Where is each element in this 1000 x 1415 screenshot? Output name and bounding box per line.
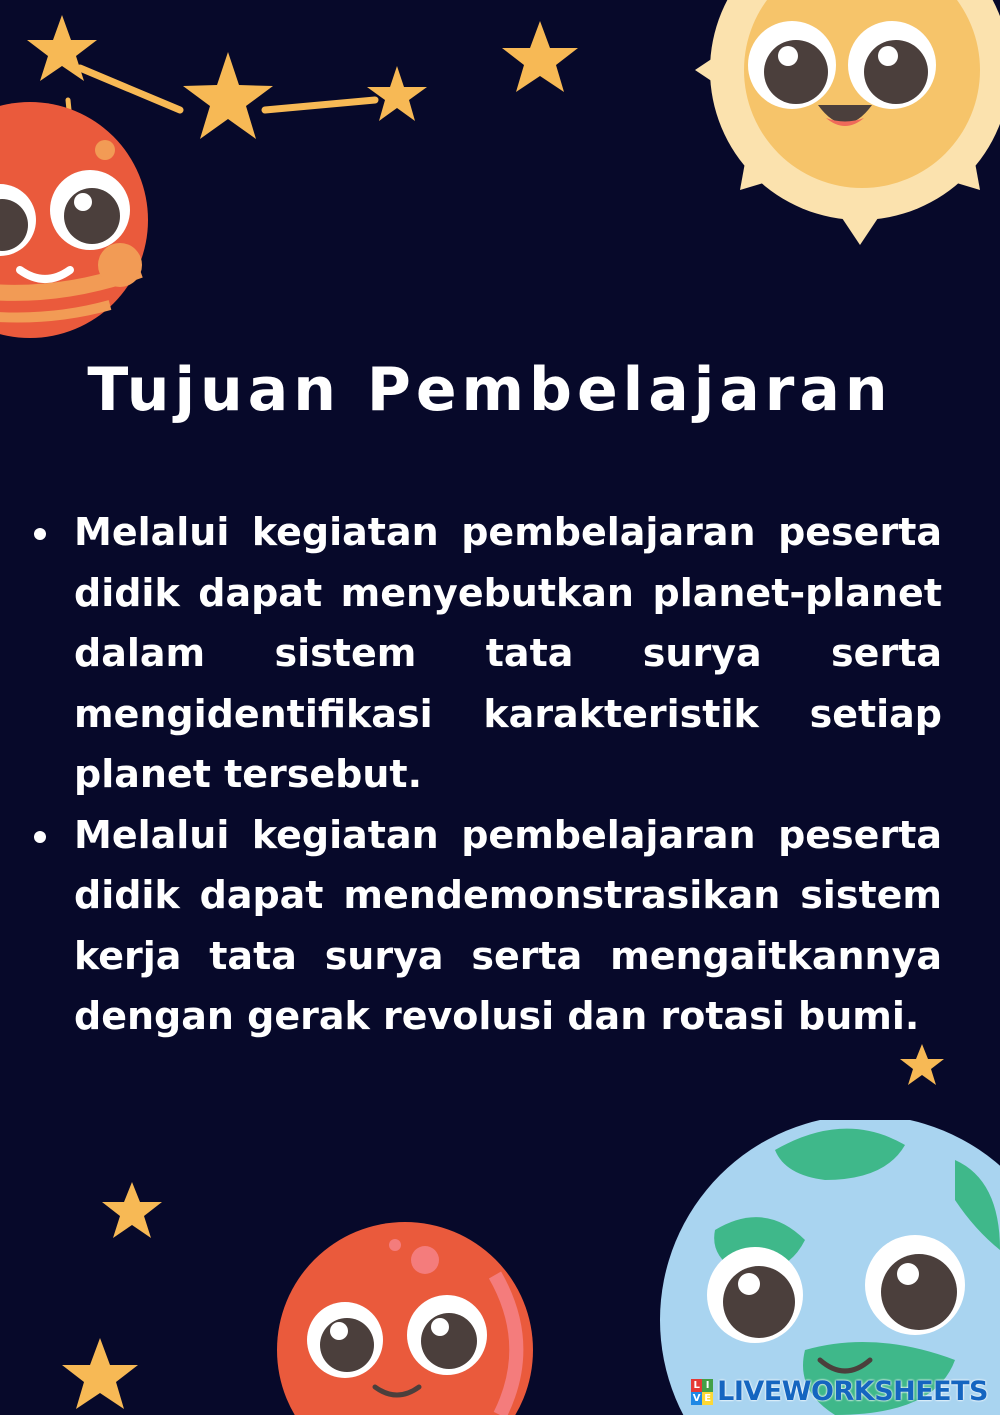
objective-text: Melalui kegiatan pembelajaran peserta didik dapat mendemonstrasikan sistem kerja tata surya serta mengaitkannya dengan gerak revolusi dan rotasi bumi. xyxy=(74,812,942,1038)
logo-text: LIVEWORKSHEETS xyxy=(717,1376,988,1407)
star-icon xyxy=(367,66,427,121)
bullet-icon xyxy=(34,528,46,540)
red-planet-character-illustration xyxy=(0,80,160,340)
list-item xyxy=(30,805,942,1047)
star-icon xyxy=(898,1042,946,1088)
star-icon xyxy=(500,18,580,96)
bullet-icon xyxy=(34,831,46,843)
learning-objectives-list xyxy=(30,502,942,1047)
star-icon xyxy=(100,1180,164,1242)
objective-text: Melalui kegiatan pembelajaran peserta didik dapat menyebutkan planet-planet dalam sistem tata surya serta mengidentifikasi karakteristik setiap planet tersebut. xyxy=(74,510,942,796)
earth-character-illustration xyxy=(655,1120,1000,1415)
star-icon xyxy=(60,1335,140,1413)
mars-character-illustration xyxy=(275,1215,540,1415)
sun-character-illustration xyxy=(640,0,1000,250)
star-icon xyxy=(183,52,273,139)
liveworksheets-logo[interactable] xyxy=(691,1376,988,1407)
page-title: Tujuan Pembelajaran xyxy=(87,355,893,425)
list-item xyxy=(30,502,942,805)
liveworksheets-logo-icon: L I V E xyxy=(691,1379,713,1405)
